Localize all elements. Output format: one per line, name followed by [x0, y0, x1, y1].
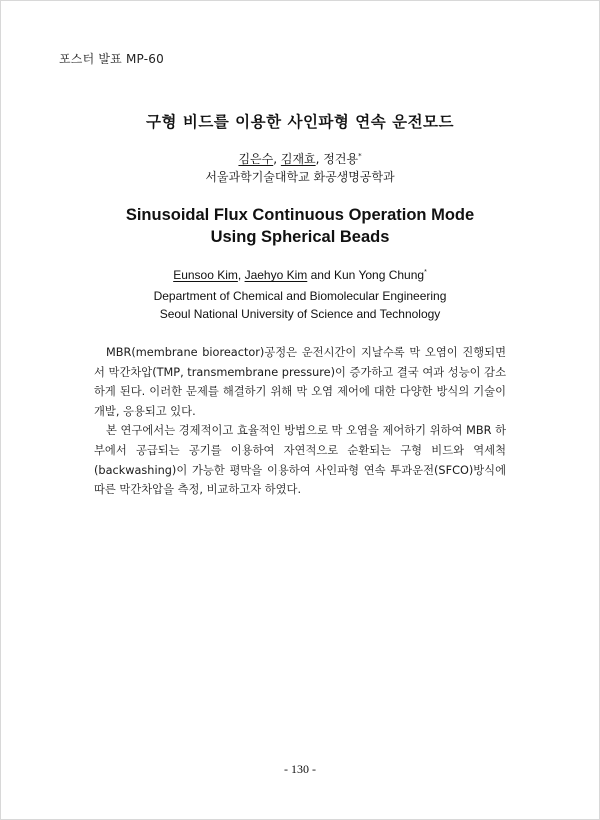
korean-author-3: 정건용 [323, 152, 359, 166]
english-author-1: Eunsoo Kim [173, 268, 238, 282]
english-title-line-2: Using Spherical Beads [210, 228, 390, 246]
page-number: - 130 - [284, 762, 316, 776]
poster-session-label: 포스터 발표 MP-60 [59, 52, 164, 66]
author-conjunction: and [307, 268, 334, 282]
korean-author-2: 김재효 [280, 152, 316, 166]
korean-affiliation: 서울과학기술대학교 화공생명공학과 [205, 170, 395, 184]
english-author-2: Jaehyo Kim [244, 268, 308, 282]
author-separator: , [315, 152, 324, 166]
english-title [0, 204, 600, 248]
corresponding-author-mark: * [358, 152, 362, 160]
corresponding-author-mark: * [424, 269, 427, 276]
abstract-paragraph-1: MBR(membrane bioreactor)공정은 운전시간이 지날수록 막 오염이 진행되면서 막간차압(TMP, transmembrane pressure)이 증가하고 결국 여과 성능이 감소하게 된다. 이러한 문제를 해결하기 위해 막 오염 제어에 대한 다양한 방식의 기술이 개발, 응용되고 있다. [94, 346, 506, 418]
author-separator: , [273, 152, 281, 166]
korean-title: 구형 비드를 이용한 사인파형 연속 운전모드 [146, 113, 454, 131]
english-affiliation [0, 287, 600, 323]
english-authors [0, 268, 600, 282]
korean-author-1: 김은수 [238, 152, 274, 166]
korean-authors [0, 150, 600, 167]
english-affiliation-line-1: Department of Chemical and Biomolecular Engineering [153, 289, 447, 303]
english-affiliation-line-2: Seoul National University of Science and Technology [159, 307, 441, 321]
abstract-paragraph-2: 본 연구에서는 경제적이고 효율적인 방법으로 막 오염을 제어하기 위하여 MBR 하부에서 공급되는 공기를 이용하여 자연적으로 순환되는 구형 비드와 역세척(backwashing)이 가능한 평막을 이용하여 사인파형 연속 투과운전(SFCO)방식에 따른 막간차압을 측정, 비교하고자 하였다. [94, 424, 506, 497]
abstract-body [94, 343, 506, 500]
author-separator: , [237, 268, 245, 282]
english-author-3: Kun Yong Chung [333, 268, 425, 282]
english-title-line-1: Sinusoidal Flux Continuous Operation Mode [125, 206, 475, 224]
